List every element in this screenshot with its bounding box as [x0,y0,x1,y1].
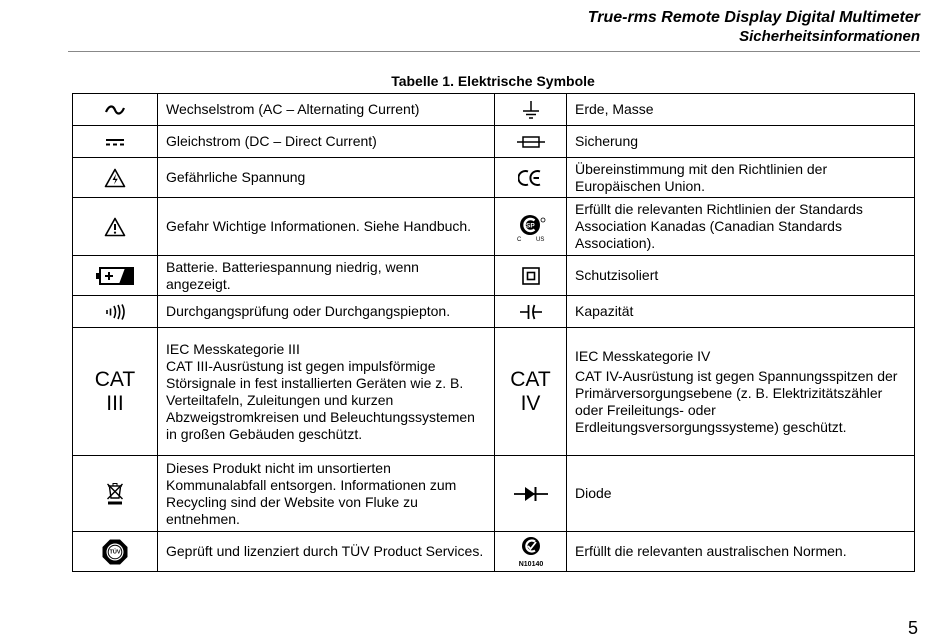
cat-iv-label: CAT IV [510,367,551,415]
dc-icon [105,137,125,147]
table-row [73,126,915,158]
diode-icon [513,485,549,503]
table-row [73,158,915,198]
weee-bin-icon [106,482,124,506]
table-row [73,532,915,572]
symbol-description: Wechselstrom (AC – Alternating Current) [166,101,420,117]
symbol-description: Durchgangsprüfung oder Durchgangspiepton. [166,303,451,319]
symbol-description: Erfüllt die relevanten australischen Normen. [575,543,847,559]
table-row [73,198,915,256]
symbol-description: Diode [575,485,612,501]
fuse-icon [517,136,545,148]
csa-c-label: C [516,236,521,243]
symbol-description: Kapazität [575,303,634,319]
hazardous-voltage-icon [104,168,126,188]
double-insulation-icon [522,267,540,285]
c-tick-mark-icon [511,535,551,569]
csa-mark-icon [514,211,548,243]
ground-icon [521,100,541,120]
table-row [73,456,915,532]
tuv-mark-icon [101,538,129,566]
cat-iii-label: CAT III [94,367,136,415]
table-row [73,94,915,126]
symbol-description: Gefahr Wichtige Informationen. Siehe Handbuch. [166,218,472,234]
category-heading: IEC Messkategorie IV [575,347,711,364]
csa-us-label: US [535,236,544,243]
table-row [73,296,915,328]
header-title: True-rms Remote Display Digital Multimeter [587,9,920,26]
c-tick-code: N10140 [518,560,543,568]
page-header [588,8,920,46]
warning-triangle-icon [104,217,126,237]
symbol-description: Sicherung [575,133,639,149]
table-caption: Tabelle 1. Elektrische Symbole [391,73,595,89]
symbol-description: Erfüllt die relevanten Richtlinien der Standards Association Kanadas (Canadian Standards Association). [575,201,863,251]
table-row [73,328,915,456]
symbol-description: Schutzisoliert [575,267,659,283]
symbol-description: Dieses Produkt nicht im unsortierten Kommunalabfall entsorgen. Informationen zum Recycling sind der Website von Fluke zu entnehmen. [166,459,457,527]
symbol-description: Erde, Masse [575,101,654,117]
ac-wave-icon [104,104,126,116]
header-rule [68,51,920,52]
category-heading: IEC Messkategorie III [166,340,300,357]
battery-icon [95,266,135,286]
continuity-icon [104,304,126,320]
symbol-description: Gefährliche Spannung [166,169,306,185]
symbol-description: CAT III-Ausrüstung ist gegen impulsförmige Störsignale in fest installierten Geräten wie z. B. Verteiltafeln, Zuleitungen und kurzen Abzweigstromkreisen und Beleuchtungssystemen in großen Gebäuden geschützt. [166,357,475,442]
symbol-description: CAT IV-Ausrüstung ist gegen Spannungsspitzen der Primärversorgungsebene (z. B. Elektrizitätszähler oder Freileitungs- oder Erdleitungsversorgungssysteme) geschützt. [575,367,898,435]
svg-text:SP: SP [525,222,535,229]
tuv-label: TÜV [109,549,121,555]
table-row [73,256,915,296]
ce-mark-icon [518,169,544,187]
symbol-description: Geprüft und lizenziert durch TÜV Product Services. [166,543,484,559]
capacitor-icon [519,304,543,320]
page-number: 5 [907,618,918,638]
header-subtitle: Sicherheitsinformationen [739,28,920,45]
symbols-table [72,93,915,572]
symbol-description: Gleichstrom (DC – Direct Current) [166,133,377,149]
symbol-description: Batterie. Batteriespannung niedrig, wenn angezeigt. [166,258,419,292]
symbol-description: Übereinstimmung mit den Richtlinien der Europäischen Union. [575,160,828,194]
